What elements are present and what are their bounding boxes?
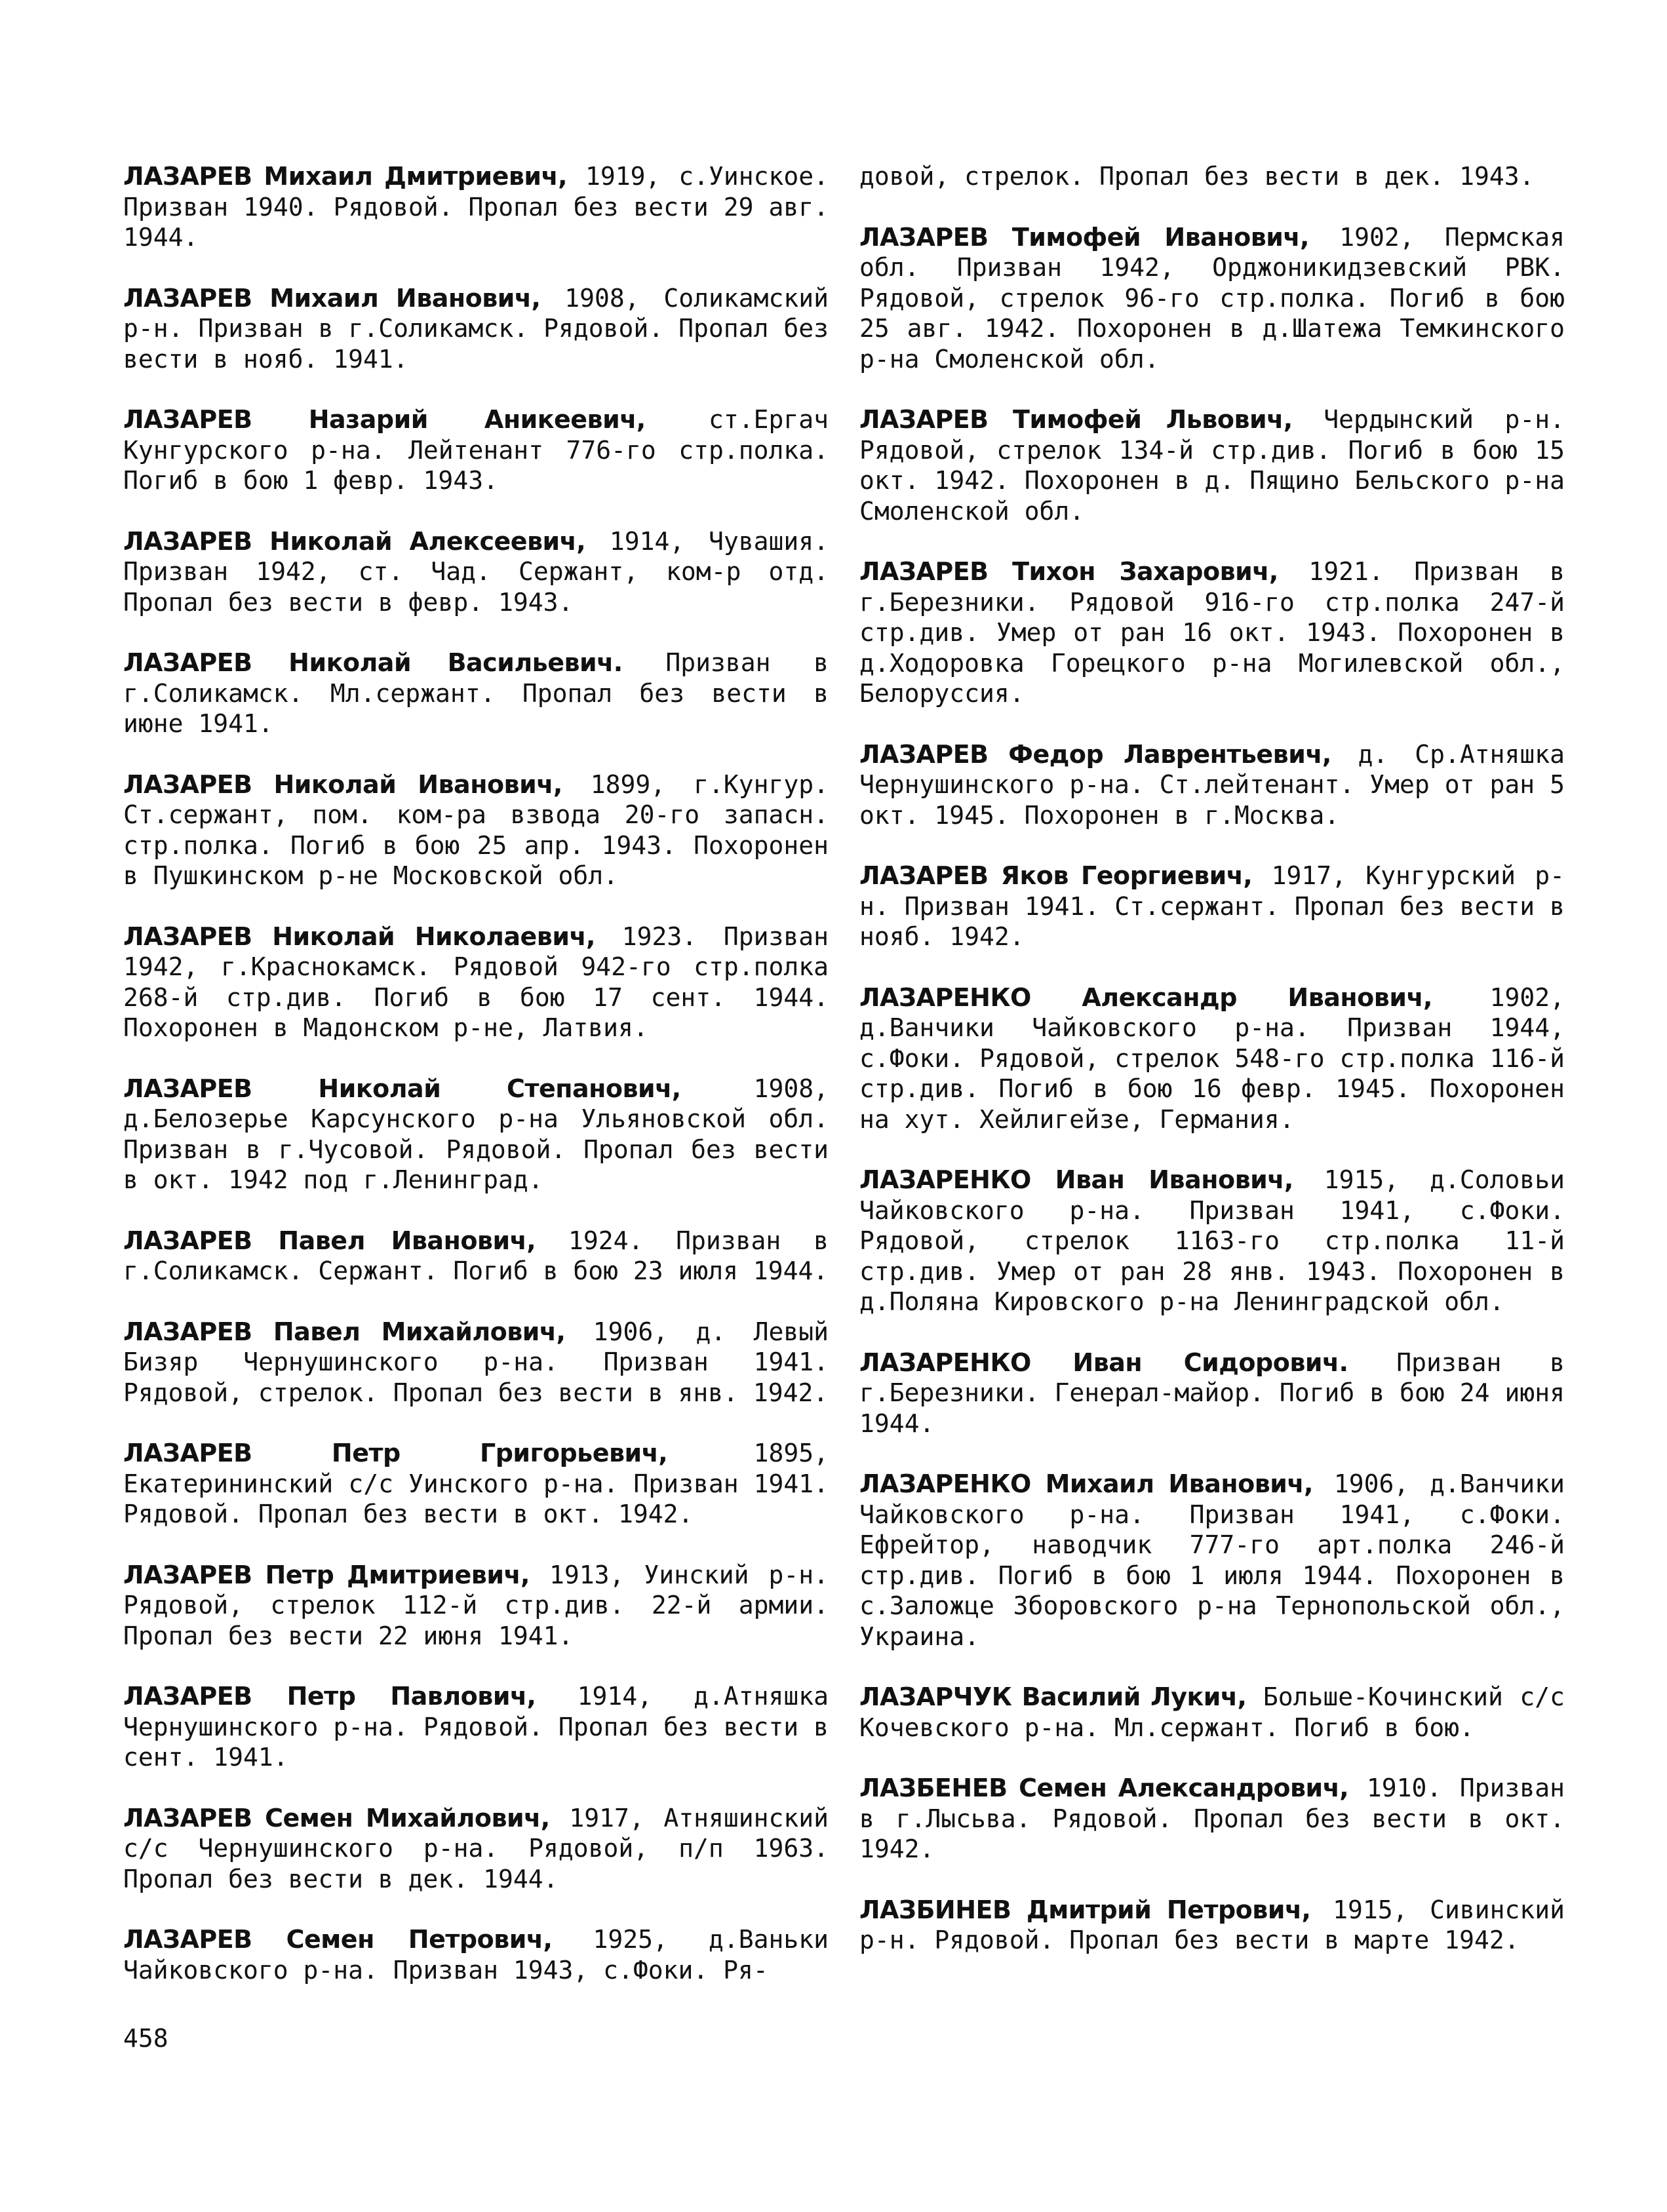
entry-name: ЛАЗАРЧУК Василий Лукич,: [859, 1682, 1247, 1711]
entry-text: Больше-Кочинский с/с Кочевского р-на. Мл.сержант. Погиб в бою.: [859, 1682, 1565, 1742]
entry: [123, 1226, 829, 1287]
entry: [123, 648, 829, 739]
entry: [123, 161, 829, 253]
left-column: [123, 161, 829, 2015]
entry-name: ЛАЗБЕНЕВ Семен Александрович,: [859, 1774, 1349, 1802]
entry-text: 1921. Призван в г.Березники. Рядовой 916-го стр.полка 247-й стр.див. Умер от ран 16 окт. 1943. Похоронен в д.Ходоровка Горецкого р-на Могилевской обл., Белоруссия.: [859, 557, 1565, 708]
entry-name: ЛАЗАРЕВ Михаил Дмитриевич,: [123, 162, 568, 191]
entry: [123, 1560, 829, 1652]
entry: [123, 526, 829, 618]
entry: [123, 922, 829, 1043]
entry-name: ЛАЗАРЕВ Николай Николаевич,: [123, 922, 595, 951]
right-column: [859, 161, 1565, 1986]
entry: [859, 982, 1565, 1135]
entry-text: Призван в г.Соликамск. Мл.сержант. Пропал без вести в июне 1941.: [123, 648, 829, 738]
entry-name: ЛАЗАРЕВ Назарий Аникеевич,: [123, 405, 646, 434]
entry-name: ЛАЗАРЕВ Николай Алексеевич,: [123, 526, 586, 556]
entry-name: ЛАЗАРЕВ Петр Григорьевич,: [123, 1439, 668, 1467]
entry: [123, 283, 829, 375]
entry-text: ст.Ергач Кунгурского р-на. Лейтенант 776-го стр.полка. Погиб в бою 1 февр. 1943.: [123, 405, 829, 495]
entry-name: ЛАЗАРЕВ Яков Георгиевич,: [859, 861, 1253, 890]
entry-text: 1925, д.Ваньки Чайковского р-на. Призван 1943, с.Фоки. Ря-: [123, 1925, 829, 1985]
entry: [859, 1348, 1565, 1439]
entry-text: 1906, д. Левый Бизяр Чернушинского р-на. Призван 1941. Рядовой, стрелок. Пропал без вести в янв. 1942.: [123, 1317, 829, 1407]
entry-name: ЛАЗАРЕВ Павел Иванович,: [123, 1226, 536, 1255]
entry: [859, 1165, 1565, 1317]
entry-text: 1899, г.Кунгур. Ст.сержант, пом. ком-ра взвода 20-го запасн. стр.полка. Погиб в бою 25 апр. 1943. Похоронен в Пушкинском р-не Московской обл.: [123, 769, 829, 890]
entry-text: д. Ср.Атняшка Чернушинского р-на. Ст.лейтенант. Умер от ран 5 окт. 1945. Похоронен в г.Москва.: [859, 739, 1565, 830]
entry-name: ЛАЗАРЕВ Тимофей Львович,: [859, 405, 1293, 434]
entry-text: 1915, д.Соловьи Чайковского р-на. Призван 1941, с.Фоки. Рядовой, стрелок 1163-го стр.полка 11-й стр.див. Умер от ран 28 янв. 1943. Похоронен в д.Поляна Кировского р-на Ленинградской обл.: [859, 1165, 1565, 1316]
entry-name: ЛАЗАРЕВ Тихон Захарович,: [859, 557, 1278, 586]
entry: [123, 1074, 829, 1195]
entry-text: 1914, Чувашия. Призван 1942, ст. Чад. Сержант, ком-р отд. Пропал без вести в февр. 1943.: [123, 526, 829, 617]
entry-text: 1914, д.Атняшка Чернушинского р-на. Рядовой. Пропал без вести в сент. 1941.: [123, 1682, 829, 1772]
page-number: 458: [123, 2024, 168, 2053]
entry-name: ЛАЗАРЕВ Петр Павлович,: [123, 1682, 536, 1711]
entry-name: ЛАЗАРЕВ Тимофей Иванович,: [859, 222, 1309, 252]
entry-text: 1913, Уинский р-н. Рядовой, стрелок 112-й стр.див. 22-й армии. Пропал без вести 22 июня 1941.: [123, 1560, 829, 1650]
entry: [859, 1773, 1565, 1865]
entry-continuation: довой, стрелок. Пропал без вести в дек. 1943.: [859, 162, 1535, 191]
entry-name: ЛАЗАРЕВ Михаил Иванович,: [123, 283, 541, 313]
entry-text: 1917, Атняшинский с/с Чернушинского р-на. Рядовой, п/п 1963. Пропал без вести в дек. 1944.: [123, 1803, 829, 1893]
entry: [859, 556, 1565, 709]
entry: [859, 1469, 1565, 1652]
entry: [123, 1438, 829, 1530]
entry-name: ЛАЗАРЕВ Федор Лаврентьевич,: [859, 739, 1331, 769]
entry: [123, 404, 829, 496]
entry-text: 1915, Сивинский р-н. Рядовой. Пропал без вести в марте 1942.: [859, 1895, 1565, 1954]
entry: [859, 222, 1565, 375]
entry: [859, 861, 1565, 952]
entry-name: ЛАЗАРЕНКО Александр Иванович,: [859, 982, 1432, 1012]
entry: [859, 739, 1565, 831]
entry: [123, 769, 829, 891]
entry-text: 1917, Кунгурский р-н. Призван 1941. Ст.сержант. Пропал без вести в нояб. 1942.: [859, 861, 1565, 951]
entry-name: ЛАЗАРЕВ Семен Петрович,: [123, 1925, 553, 1954]
entry-name: ЛАЗАРЕВ Петр Дмитриевич,: [123, 1560, 530, 1589]
entry-name: ЛАЗАРЕВ Павел Михайлович,: [123, 1317, 566, 1346]
entry: [123, 1681, 829, 1773]
entry-text: 1908, д.Белозерье Карсунского р-на Ульяновской обл. Призван в г.Чусовой. Рядовой. Пропал без вести в окт. 1942 под г.Ленинград.: [123, 1074, 829, 1194]
entry: [123, 1317, 829, 1408]
entry-text: 1902, Пермская обл. Призван 1942, Орджоникидзевский РВК. Рядовой, стрелок 96-го стр.полка. Погиб в бою 25 авг. 1942. Похоронен в д.Шатежа Темкинского р-на Смоленской обл.: [859, 222, 1565, 374]
entry-name: ЛАЗАРЕВ Николай Иванович,: [123, 769, 562, 799]
entry-name: ЛАЗАРЕНКО Михаил Иванович,: [859, 1469, 1313, 1498]
entry-text: 1919, с.Уинское. Призван 1940. Рядовой. Пропал без вести 29 авг. 1944.: [123, 162, 829, 252]
entry: [859, 1682, 1565, 1743]
entry-name: ЛАЗАРЕНКО Иван Иванович,: [859, 1165, 1293, 1194]
entry-name: ЛАЗАРЕНКО Иван Сидорович.: [859, 1348, 1348, 1377]
entry-text: 1908, Соликамский р-н. Призван в г.Соликамск. Рядовой. Пропал без вести в нояб. 1941.: [123, 283, 829, 374]
entry-name: ЛАЗАРЕВ Николай Степанович,: [123, 1074, 681, 1103]
entry: [123, 1803, 829, 1895]
entry-text: 1895, Екатерининский с/с Уинского р-на. Призван 1941. Рядовой. Пропал без вести в окт. 1942.: [123, 1439, 829, 1528]
entry-name: ЛАЗБИНЕВ Дмитрий Петрович,: [859, 1895, 1311, 1924]
entry-name: ЛАЗАРЕВ Семен Михайлович,: [123, 1803, 550, 1833]
entry: [859, 1895, 1565, 1956]
entry: [123, 1924, 829, 1985]
entry-text: 1923. Призван 1942, г.Краснокамск. Рядовой 942-го стр.полка 268-й стр.див. Погиб в бою 17 сент. 1944. Похоронен в Мадонском р-не, Латвия.: [123, 922, 829, 1042]
entry: [859, 404, 1565, 526]
entry-text: 1902, д.Ванчики Чайковского р-на. Призван 1944, с.Фоки. Рядовой, стрелок 548-го стр.полка 116-й стр.див. Погиб в бою 16 февр. 1945. Похоронен на хут. Хейлигейзе, Германия.: [859, 982, 1565, 1134]
entry-text: 1910. Призван в г.Лысьва. Рядовой. Пропал без вести в окт. 1942.: [859, 1774, 1565, 1863]
entry-text: 1906, д.Ванчики Чайковского р-на. Призван 1941, с.Фоки. Ефрейтор, наводчик 777-го арт.полка 246-й стр.див. Погиб в бою 1 июля 1944. Похоронен в с.Заложце Зборовского р-на Тернопольской обл., Украина.: [859, 1469, 1565, 1651]
entry-name: ЛАЗАРЕВ Николай Васильевич.: [123, 648, 623, 677]
entry-text: Призван в г.Березники. Генерал-майор. Погиб в бою 24 июня 1944.: [859, 1348, 1565, 1438]
entry-text: Чердынский р-н. Рядовой, стрелок 134-й стр.див. Погиб в бою 15 окт. 1942. Похоронен в д. Пящино Бельского р-на Смоленской обл.: [859, 405, 1565, 526]
entry-text: 1924. Призван в г.Соликамск. Сержант. Погиб в бою 23 июля 1944.: [123, 1226, 829, 1285]
